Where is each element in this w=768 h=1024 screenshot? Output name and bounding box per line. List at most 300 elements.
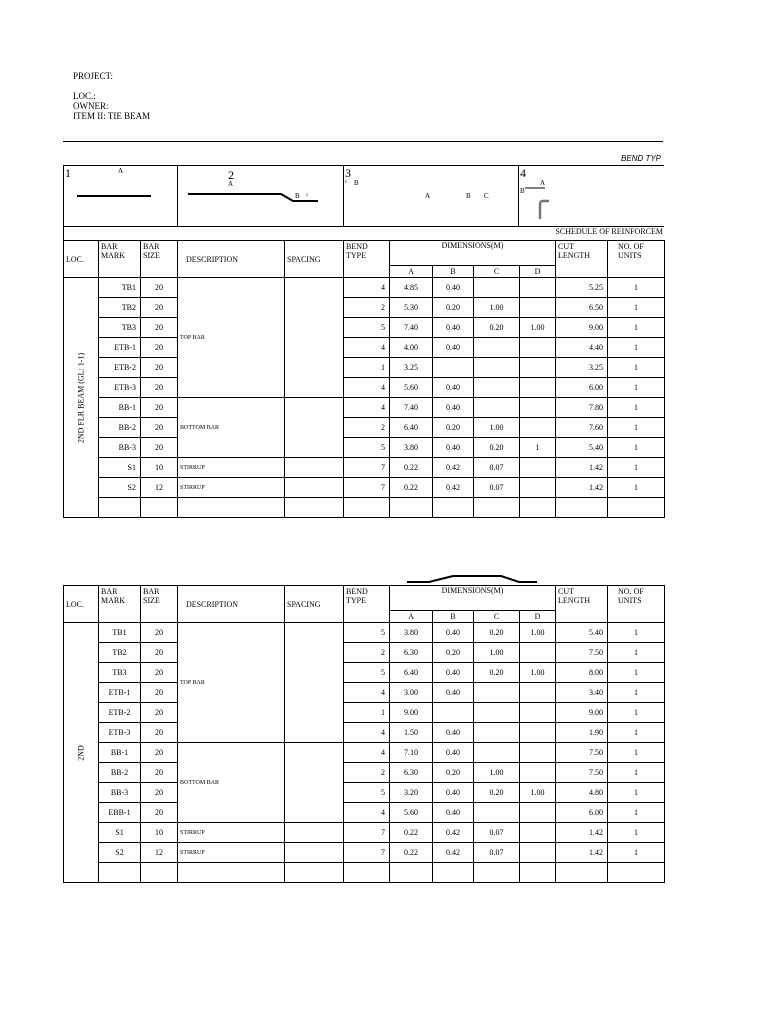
owner-label: OWNER: bbox=[73, 101, 109, 111]
table-row bbox=[64, 623, 665, 643]
bar-mark-cell: ETB-1 bbox=[99, 683, 141, 703]
empty-cell bbox=[344, 863, 390, 883]
cut-length-cell: 5.25 bbox=[556, 278, 608, 298]
bend-label-c: c bbox=[345, 180, 348, 185]
units-cell: 1 bbox=[608, 743, 665, 763]
col-dim-c: C bbox=[474, 266, 520, 278]
cut-length-cell: 6.00 bbox=[556, 803, 608, 823]
bar-mark-cell: ETB-2 bbox=[99, 358, 141, 378]
col-loc: LOC. bbox=[64, 586, 99, 623]
bend-type-cell: 5 bbox=[344, 318, 390, 338]
bar-size-cell: 20 bbox=[141, 783, 178, 803]
dim-a-cell: 1.50 bbox=[390, 723, 433, 743]
empty-cell bbox=[344, 498, 390, 518]
dim-a-cell: 0.22 bbox=[390, 478, 433, 498]
dim-a-cell: 0.22 bbox=[390, 843, 433, 863]
units-cell: 1 bbox=[608, 663, 665, 683]
table-row bbox=[64, 763, 665, 783]
dim-b-cell: 0.40 bbox=[433, 783, 474, 803]
bend-type-cell: 4 bbox=[344, 398, 390, 418]
cut-length-cell: 6.00 bbox=[556, 378, 608, 398]
bend-label-a: A bbox=[540, 179, 546, 187]
project-label: PROJECT: bbox=[73, 71, 114, 81]
cut-length-cell: 3.25 bbox=[556, 358, 608, 378]
cut-length-cell: 7.80 bbox=[556, 398, 608, 418]
empty-cell bbox=[608, 863, 665, 883]
units-cell: 1 bbox=[608, 843, 665, 863]
bar-mark-cell: BB-3 bbox=[99, 438, 141, 458]
units-cell: 1 bbox=[608, 338, 665, 358]
units-cell: 1 bbox=[608, 398, 665, 418]
description-cell: STIRRUP bbox=[178, 478, 285, 498]
bend-type-cell: 4 bbox=[344, 278, 390, 298]
dim-d-cell bbox=[520, 803, 556, 823]
bar-mark-cell: BB-1 bbox=[99, 398, 141, 418]
dim-d-cell bbox=[520, 843, 556, 863]
schedule-table-2 bbox=[63, 585, 665, 883]
schedule-table-1 bbox=[63, 240, 665, 518]
bar-size-cell: 20 bbox=[141, 723, 178, 743]
dim-b-cell: 0.42 bbox=[433, 458, 474, 478]
table-row bbox=[64, 743, 665, 763]
col-description: DESCRIPTION bbox=[178, 586, 285, 623]
table-row bbox=[64, 663, 665, 683]
dim-b-cell: 0.20 bbox=[433, 643, 474, 663]
bar-size-cell: 12 bbox=[141, 478, 178, 498]
bar-mark-cell: TB3 bbox=[99, 663, 141, 683]
table-row bbox=[64, 478, 665, 498]
dim-b-cell: 0.40 bbox=[433, 338, 474, 358]
cut-length-cell: 5.40 bbox=[556, 438, 608, 458]
description-cell: BOTTOM BAR bbox=[178, 398, 285, 458]
bend-type-cell: 4 bbox=[344, 378, 390, 398]
col-loc: LOC. bbox=[64, 241, 99, 278]
empty-cell bbox=[390, 863, 433, 883]
loc-label: 2ND FLR BEAM (GL: 1-1) bbox=[76, 352, 86, 443]
col-dim-a: A bbox=[390, 266, 433, 278]
units-cell: 1 bbox=[608, 318, 665, 338]
cut-length-cell: 6.50 bbox=[556, 298, 608, 318]
table-row bbox=[64, 683, 665, 703]
bend-type-number: 2 bbox=[228, 168, 234, 182]
description-cell: STIRRUP bbox=[178, 823, 285, 843]
cut-length-cell: 7.50 bbox=[556, 643, 608, 663]
schedule-title: SCHEDULE OF REINFORCEM bbox=[555, 227, 663, 236]
bar-mark-cell: TB1 bbox=[99, 278, 141, 298]
table-row bbox=[64, 843, 665, 863]
cut-length-cell: 1.42 bbox=[556, 823, 608, 843]
empty-cell bbox=[474, 498, 520, 518]
col-bend-type: BEND TYPE bbox=[344, 586, 390, 623]
units-cell: 1 bbox=[608, 438, 665, 458]
description-cell: STIRRUP bbox=[178, 458, 285, 478]
dim-a-cell: 6.30 bbox=[390, 643, 433, 663]
dim-b-cell: 0.40 bbox=[433, 398, 474, 418]
bar-mark-cell: S2 bbox=[99, 843, 141, 863]
table-row bbox=[64, 318, 665, 338]
dim-b-cell: 0.20 bbox=[433, 418, 474, 438]
bend-shape-cranked bbox=[186, 190, 321, 204]
dim-d-cell bbox=[520, 703, 556, 723]
dim-b-cell: 0.40 bbox=[433, 278, 474, 298]
bend-type-cell: 7 bbox=[344, 843, 390, 863]
bar-mark-cell: TB2 bbox=[99, 298, 141, 318]
units-cell: 1 bbox=[608, 458, 665, 478]
bar-size-cell: 20 bbox=[141, 643, 178, 663]
bar-size-cell: 20 bbox=[141, 398, 178, 418]
dim-c-cell: 0.20 bbox=[474, 623, 520, 643]
bend-label-c: c bbox=[306, 193, 309, 198]
dim-b-cell: 0.40 bbox=[433, 378, 474, 398]
spacing-cell bbox=[285, 623, 344, 743]
spacing-cell bbox=[285, 823, 344, 843]
empty-cell bbox=[390, 498, 433, 518]
col-dimensions: DIMENSIONS(M) bbox=[390, 586, 556, 611]
dim-d-cell bbox=[520, 338, 556, 358]
dim-b-cell: 0.40 bbox=[433, 683, 474, 703]
dim-d-cell bbox=[520, 398, 556, 418]
dim-a-cell: 4.00 bbox=[390, 338, 433, 358]
bend-type-number: 4 bbox=[520, 166, 526, 180]
dim-c-cell: 0.20 bbox=[474, 438, 520, 458]
table-2-body bbox=[64, 623, 665, 883]
dim-a-cell: 0.22 bbox=[390, 458, 433, 478]
col-cut-length: CUT LENGTH bbox=[556, 241, 608, 278]
header-divider bbox=[63, 141, 663, 142]
col-spacing: SPACING bbox=[285, 241, 344, 278]
col-bar-mark: BAR MARK bbox=[99, 586, 141, 623]
dim-d-cell bbox=[520, 763, 556, 783]
cut-length-cell: 9.00 bbox=[556, 318, 608, 338]
table-row-empty bbox=[64, 498, 665, 518]
units-cell: 1 bbox=[608, 803, 665, 823]
bar-mark-cell: TB2 bbox=[99, 643, 141, 663]
units-cell: 1 bbox=[608, 643, 665, 663]
dim-b-cell: 0.40 bbox=[433, 438, 474, 458]
loc-label: 2ND bbox=[76, 744, 86, 761]
bar-mark-cell: S1 bbox=[99, 458, 141, 478]
bend-type-cell: 4 bbox=[344, 803, 390, 823]
bend-shape-hook bbox=[521, 185, 561, 221]
col-dim-b: B bbox=[433, 266, 474, 278]
dim-c-cell bbox=[474, 358, 520, 378]
col-no-of-units: NO. OF UNITS bbox=[608, 586, 665, 623]
units-cell: 1 bbox=[608, 783, 665, 803]
dim-c-cell bbox=[474, 338, 520, 358]
empty-cell bbox=[285, 863, 344, 883]
empty-cell bbox=[608, 498, 665, 518]
bend-type-cell: 7 bbox=[344, 823, 390, 843]
empty-cell bbox=[99, 498, 141, 518]
units-cell: 1 bbox=[608, 723, 665, 743]
spacing-cell bbox=[285, 478, 344, 498]
dim-a-cell: 6.40 bbox=[390, 663, 433, 683]
bar-size-cell: 20 bbox=[141, 683, 178, 703]
units-cell: 1 bbox=[608, 278, 665, 298]
units-cell: 1 bbox=[608, 298, 665, 318]
units-cell: 1 bbox=[608, 823, 665, 843]
units-cell: 1 bbox=[608, 378, 665, 398]
dim-d-cell bbox=[520, 358, 556, 378]
table-row bbox=[64, 398, 665, 418]
col-spacing: SPACING bbox=[285, 586, 344, 623]
cut-length-cell: 1.90 bbox=[556, 723, 608, 743]
cut-length-cell: 1.42 bbox=[556, 843, 608, 863]
dim-b-cell: 0.20 bbox=[433, 298, 474, 318]
dim-d-cell bbox=[520, 458, 556, 478]
bar-size-cell: 20 bbox=[141, 378, 178, 398]
units-cell: 1 bbox=[608, 703, 665, 723]
col-bar-mark: BAR MARK bbox=[99, 241, 141, 278]
bar-mark-cell: BB-1 bbox=[99, 743, 141, 763]
dim-c-cell bbox=[474, 278, 520, 298]
bend-type-number: 3 bbox=[345, 166, 351, 180]
empty-cell bbox=[556, 498, 608, 518]
empty-cell bbox=[520, 863, 556, 883]
bend-type-4 bbox=[518, 165, 664, 227]
dim-d-cell: 1.00 bbox=[520, 318, 556, 338]
dim-d-cell bbox=[520, 643, 556, 663]
dim-b-cell: 0.40 bbox=[433, 723, 474, 743]
bend-type-cell: 5 bbox=[344, 438, 390, 458]
bar-size-cell: 20 bbox=[141, 318, 178, 338]
dim-c-cell bbox=[474, 803, 520, 823]
dim-c-cell: 1.00 bbox=[474, 418, 520, 438]
dim-c-cell bbox=[474, 683, 520, 703]
bend-type-cell: 5 bbox=[344, 783, 390, 803]
dim-a-cell: 4.85 bbox=[390, 278, 433, 298]
dim-d-cell: 1.00 bbox=[520, 783, 556, 803]
table-row bbox=[64, 358, 665, 378]
col-no-of-units: NO. OF UNITS bbox=[608, 241, 665, 278]
dim-c-cell: 0.07 bbox=[474, 478, 520, 498]
bend-label-c: C bbox=[484, 192, 489, 200]
empty-cell bbox=[433, 863, 474, 883]
dim-a-cell: 3.80 bbox=[390, 623, 433, 643]
dim-b-cell: 0.40 bbox=[433, 803, 474, 823]
dim-a-cell: 6.40 bbox=[390, 418, 433, 438]
empty-cell bbox=[178, 498, 285, 518]
description-cell: TOP BAR bbox=[178, 623, 285, 743]
bar-size-cell: 20 bbox=[141, 358, 178, 378]
dim-d-cell bbox=[520, 298, 556, 318]
bend-type-cell: 2 bbox=[344, 298, 390, 318]
cut-length-cell: 7.50 bbox=[556, 743, 608, 763]
bend-type-number: 1 bbox=[65, 166, 71, 180]
bar-mark-cell: TB1 bbox=[99, 623, 141, 643]
dim-b-cell: 0.40 bbox=[433, 623, 474, 643]
bend-type-cell: 2 bbox=[344, 418, 390, 438]
dim-a-cell: 7.40 bbox=[390, 398, 433, 418]
dim-a-cell: 7.40 bbox=[390, 318, 433, 338]
schedule-title-row bbox=[63, 226, 663, 240]
dim-c-cell: 1.00 bbox=[474, 298, 520, 318]
bend-type-cell: 4 bbox=[344, 338, 390, 358]
dim-c-cell bbox=[474, 378, 520, 398]
dim-a-cell: 9.00 bbox=[390, 703, 433, 723]
dim-a-cell: 3.25 bbox=[390, 358, 433, 378]
cut-length-cell: 9.00 bbox=[556, 703, 608, 723]
bend-label-b: B bbox=[520, 187, 525, 195]
col-bar-size: BAR SIZE bbox=[141, 586, 178, 623]
bend-type-cell: 1 bbox=[344, 703, 390, 723]
table-row bbox=[64, 458, 665, 478]
dim-b-cell: 0.40 bbox=[433, 743, 474, 763]
dim-b-cell: 0.40 bbox=[433, 663, 474, 683]
table-row bbox=[64, 418, 665, 438]
dim-c-cell bbox=[474, 703, 520, 723]
bar-mark-cell: TB3 bbox=[99, 318, 141, 338]
dim-c-cell: 0.20 bbox=[474, 783, 520, 803]
bend-type-cell: 4 bbox=[344, 743, 390, 763]
bar-mark-cell: S1 bbox=[99, 823, 141, 843]
dim-c-cell: 0.20 bbox=[474, 318, 520, 338]
dim-c-cell bbox=[474, 723, 520, 743]
units-cell: 1 bbox=[608, 478, 665, 498]
bar-size-cell: 10 bbox=[141, 823, 178, 843]
bend-type-cell: 2 bbox=[344, 643, 390, 663]
table-row bbox=[64, 643, 665, 663]
dim-b-cell: 0.42 bbox=[433, 843, 474, 863]
bend-label-a: A bbox=[228, 180, 234, 188]
bar-size-cell: 20 bbox=[141, 743, 178, 763]
dim-b-cell bbox=[433, 358, 474, 378]
table-row bbox=[64, 803, 665, 823]
dim-d-cell bbox=[520, 723, 556, 743]
bend-type-cell: 7 bbox=[344, 458, 390, 478]
description-cell: TOP BAR bbox=[178, 278, 285, 398]
dim-c-cell: 0.20 bbox=[474, 663, 520, 683]
dim-d-cell bbox=[520, 478, 556, 498]
bend-label-a: A bbox=[425, 192, 431, 200]
table-row bbox=[64, 438, 665, 458]
bend-label-a: A bbox=[118, 167, 124, 175]
bar-size-cell: 20 bbox=[141, 703, 178, 723]
table-row bbox=[64, 338, 665, 358]
dim-c-cell: 1.00 bbox=[474, 643, 520, 663]
bar-mark-cell: BB-3 bbox=[99, 783, 141, 803]
dim-a-cell: 3.80 bbox=[390, 438, 433, 458]
cut-length-cell: 4.80 bbox=[556, 783, 608, 803]
dim-a-cell: 5.60 bbox=[390, 378, 433, 398]
empty-cell bbox=[178, 863, 285, 883]
col-dim-a: A bbox=[390, 611, 433, 623]
dim-d-cell: 1 bbox=[520, 438, 556, 458]
bend-type-1 bbox=[63, 165, 178, 227]
dim-d-cell bbox=[520, 418, 556, 438]
units-cell: 1 bbox=[608, 763, 665, 783]
bend-type-cell: 2 bbox=[344, 763, 390, 783]
dim-a-cell: 3.00 bbox=[390, 683, 433, 703]
bend-type-cell: 4 bbox=[344, 683, 390, 703]
dim-d-cell: 1.00 bbox=[520, 663, 556, 683]
bar-mark-cell: EBB-1 bbox=[99, 803, 141, 823]
loc-cell bbox=[64, 623, 99, 883]
loc-label: LOC.: bbox=[73, 91, 96, 101]
bend-label-b: B bbox=[466, 192, 471, 200]
item-label: ITEM II: TIE BEAM bbox=[73, 111, 151, 121]
dim-b-cell: 0.20 bbox=[433, 763, 474, 783]
cut-length-cell: 1.42 bbox=[556, 478, 608, 498]
empty-cell bbox=[141, 498, 178, 518]
dim-b-cell: 0.42 bbox=[433, 823, 474, 843]
bend-type-3 bbox=[343, 165, 519, 227]
description-cell: BOTTOM BAR bbox=[178, 743, 285, 823]
bend-type-cell: 7 bbox=[344, 478, 390, 498]
table-row bbox=[64, 298, 665, 318]
col-dim-d: D bbox=[520, 611, 556, 623]
cut-length-cell: 8.00 bbox=[556, 663, 608, 683]
col-dim-b: B bbox=[433, 611, 474, 623]
col-dimensions: DIMENSIONS(M) bbox=[390, 241, 556, 266]
bar-size-cell: 20 bbox=[141, 298, 178, 318]
empty-cell bbox=[141, 863, 178, 883]
dim-d-cell bbox=[520, 823, 556, 843]
bar-size-cell: 20 bbox=[141, 663, 178, 683]
dim-a-cell: 5.30 bbox=[390, 298, 433, 318]
col-description: DESCRIPTION bbox=[178, 241, 285, 278]
spacing-cell bbox=[285, 398, 344, 458]
table-row bbox=[64, 378, 665, 398]
spacing-cell bbox=[285, 743, 344, 823]
empty-cell bbox=[433, 498, 474, 518]
empty-cell bbox=[99, 863, 141, 883]
dim-a-cell: 7.10 bbox=[390, 743, 433, 763]
description-cell: STIRRUP bbox=[178, 843, 285, 863]
dim-c-cell bbox=[474, 743, 520, 763]
bar-mark-cell: ETB-2 bbox=[99, 703, 141, 723]
col-dim-d: D bbox=[520, 266, 556, 278]
units-cell: 1 bbox=[608, 623, 665, 643]
empty-cell bbox=[556, 863, 608, 883]
dim-a-cell: 5.60 bbox=[390, 803, 433, 823]
bar-mark-cell: ETB-1 bbox=[99, 338, 141, 358]
table-row-empty bbox=[64, 863, 665, 883]
units-cell: 1 bbox=[608, 418, 665, 438]
col-bend-type: BEND TYPE bbox=[344, 241, 390, 278]
bend-type-2 bbox=[177, 165, 344, 227]
bend-type-cell: 1 bbox=[344, 358, 390, 378]
dim-b-cell: 0.42 bbox=[433, 478, 474, 498]
cut-length-cell: 7.50 bbox=[556, 763, 608, 783]
dim-b-cell bbox=[433, 703, 474, 723]
dim-c-cell: 0.07 bbox=[474, 823, 520, 843]
loc-cell bbox=[64, 278, 99, 518]
bar-size-cell: 20 bbox=[141, 438, 178, 458]
bar-mark-cell: ETB-3 bbox=[99, 723, 141, 743]
bend-label-b: B bbox=[354, 179, 359, 187]
dim-a-cell: 0.22 bbox=[390, 823, 433, 843]
dim-c-cell: 1.00 bbox=[474, 763, 520, 783]
table-1-body bbox=[64, 278, 665, 518]
col-cut-length: CUT LENGTH bbox=[556, 586, 608, 623]
units-cell: 1 bbox=[608, 683, 665, 703]
dim-d-cell bbox=[520, 378, 556, 398]
bend-label-b: B bbox=[295, 192, 300, 200]
dim-c-cell bbox=[474, 398, 520, 418]
bar-size-cell: 20 bbox=[141, 623, 178, 643]
units-cell: 1 bbox=[608, 358, 665, 378]
bend-type-cell: 5 bbox=[344, 663, 390, 683]
bar-size-cell: 10 bbox=[141, 458, 178, 478]
bar-mark-cell: ETB-3 bbox=[99, 378, 141, 398]
cut-length-cell: 5.40 bbox=[556, 623, 608, 643]
dim-a-cell: 6.30 bbox=[390, 763, 433, 783]
cut-length-cell: 4.40 bbox=[556, 338, 608, 358]
empty-cell bbox=[520, 498, 556, 518]
bar-mark-cell: BB-2 bbox=[99, 418, 141, 438]
table-row bbox=[64, 723, 665, 743]
